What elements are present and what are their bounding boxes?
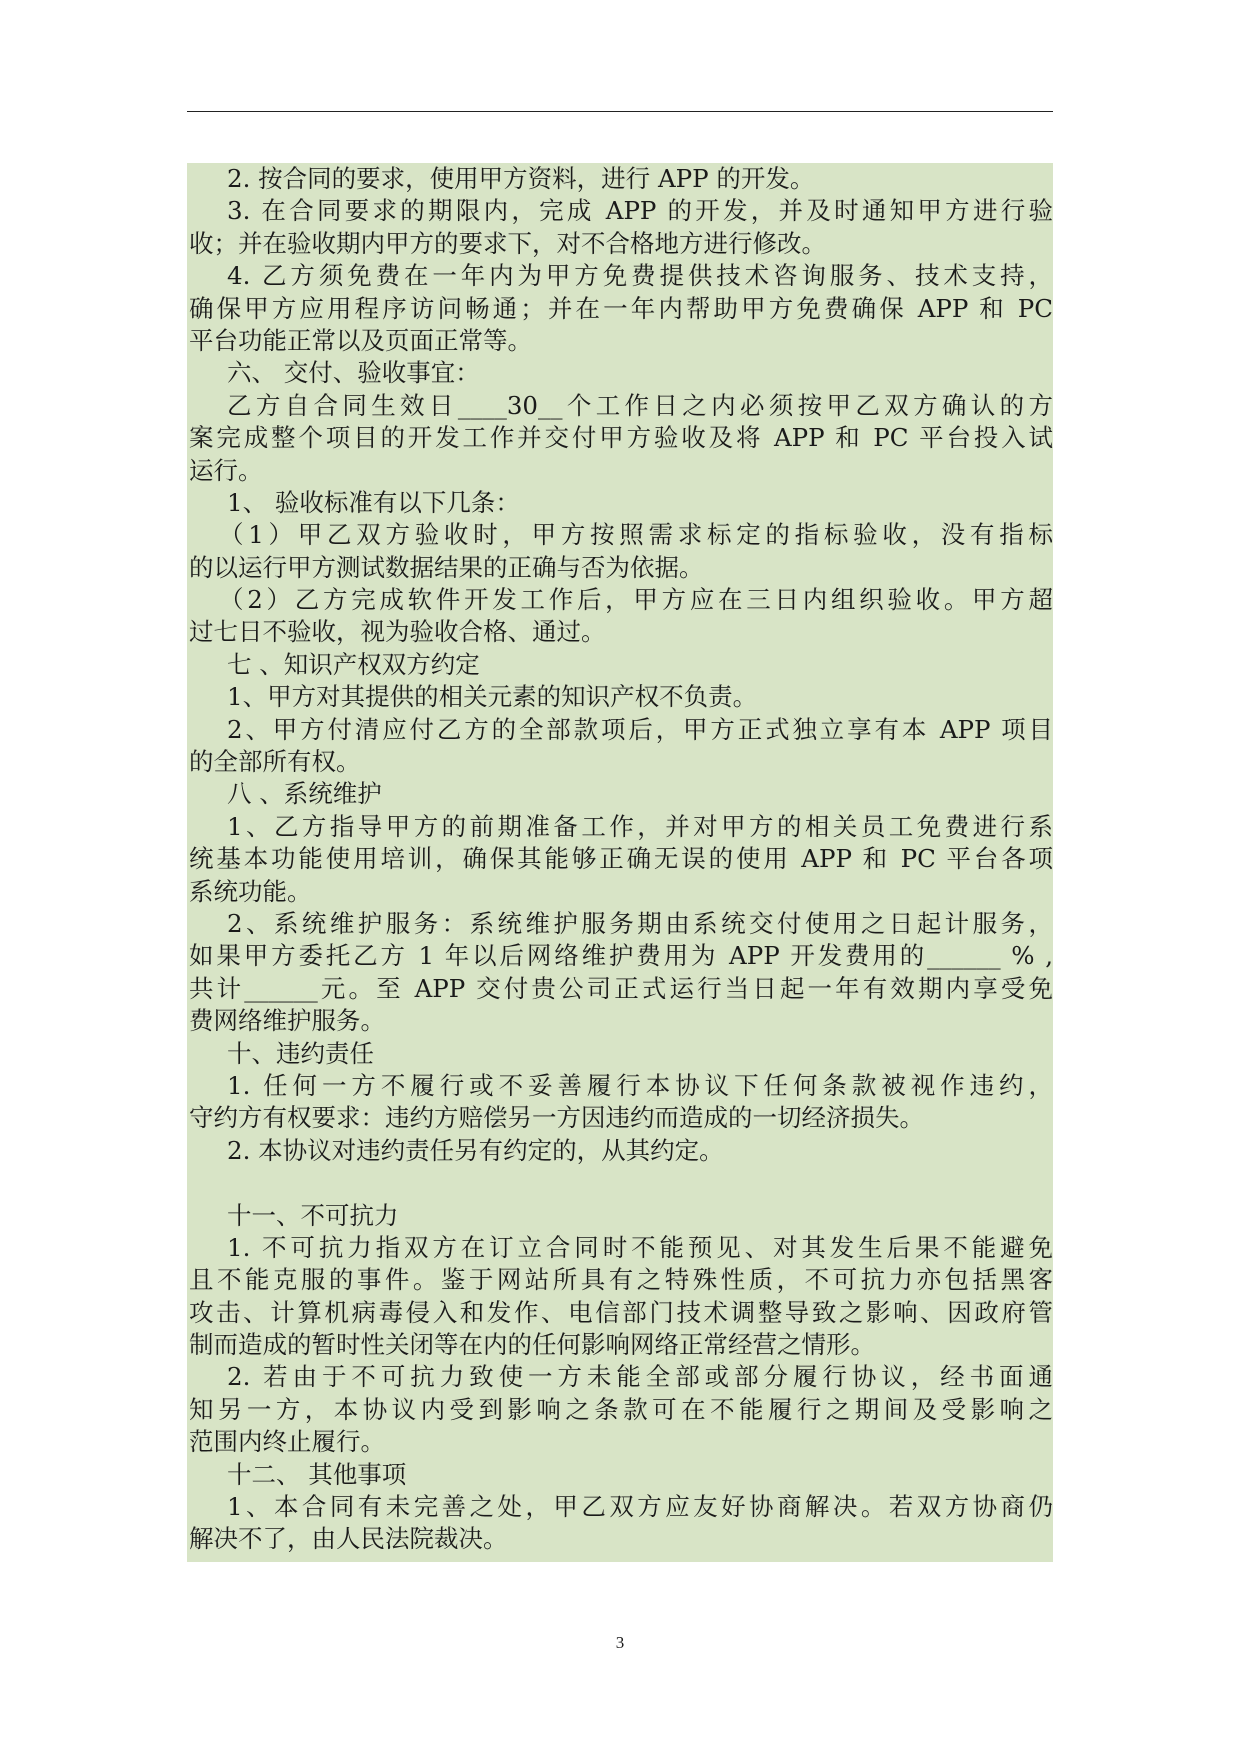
text-line: 1. 不可抗力指双方在订立合同时不能预见、对其发生后果不能避免 [227, 1232, 1053, 1262]
text-line: 十一、不可抗力 [227, 1200, 399, 1230]
text-line: 的全部所有权。 [189, 747, 361, 777]
text-line: 2、甲方付清应付乙方的全部款项后，甲方正式独立享有本 APP 项目 [227, 714, 1053, 744]
text-line: （1）甲乙双方验收时，甲方按照需求标定的指标验收，没有指标 [219, 520, 1053, 550]
text-line: 知另一方，本协议内受到影响之条款可在不能履行之期间及受影响之 [189, 1394, 1053, 1424]
text-line: 2. 本协议对违约责任另有约定的，从其约定。 [227, 1135, 724, 1165]
blank-line [189, 1167, 1053, 1199]
text-line: 共计______元。至 APP 交付贵公司正式运行当日起一年有效期内享受免 [189, 973, 1053, 1003]
text-line: 范围内终止履行。 [189, 1427, 385, 1457]
text-line: 如果甲方委托乙方 1 年以后网络维护费用为 APP 开发费用的______ % , [189, 941, 1053, 971]
text-line: 七 、知识产权双方约定 [227, 649, 480, 679]
text-line: 1、本合同有未完善之处，甲乙双方应友好协商解决。若双方协商仍 [227, 1492, 1053, 1522]
text-line: 守约方有权要求：违约方赔偿另一方因违约而造成的一切经济损失。 [189, 1103, 924, 1133]
page-number: 3 [615, 1633, 625, 1652]
text-line: 费网络维护服务。 [189, 1006, 385, 1036]
text-line: 六、 交付、验收事宜： [227, 358, 480, 388]
document-body [187, 163, 1053, 1562]
text-line: 案完成整个项目的开发工作并交付甲方验收及将 APP 和 PC 平台投入试 [189, 423, 1053, 453]
text-line: 制而造成的暂时性关闭等在内的任何影响网络正常经营之情形。 [189, 1330, 875, 1360]
text-line: 八 、系统维护 [227, 779, 382, 809]
text-line: 攻击、计算机病毒侵入和发作、电信部门技术调整导致之影响、因政府管 [189, 1297, 1053, 1327]
text-line: 平台功能正常以及页面正常等。 [189, 325, 532, 355]
text-line: 乙方自合同生效日____30__个工作日之内必须按甲乙双方确认的方 [227, 390, 1053, 420]
text-line: 1、甲方对其提供的相关元素的知识产权不负责。 [227, 682, 758, 712]
text-line: 收；并在验收期内甲方的要求下，对不合格地方进行修改。 [189, 228, 826, 258]
text-line: 解决不了，由人民法院裁决。 [189, 1524, 508, 1554]
text-line: 运行。 [189, 455, 263, 485]
text-line: 1. 任何一方不履行或不妥善履行本协议下任何条款被视作违约， [227, 1070, 1053, 1100]
text-line: 2、系统维护服务：系统维护服务期由系统交付使用之日起计服务， [227, 908, 1053, 938]
text-line: 系统功能。 [189, 876, 312, 906]
text-line: 4. 乙方须免费在一年内为甲方免费提供技术咨询服务、技术支持， [227, 261, 1053, 291]
text-line: （2）乙方完成软件开发工作后，甲方应在三日内组织验收。甲方超 [219, 585, 1053, 615]
text-line: 十二、 其他事项 [227, 1459, 407, 1489]
text-line: 统基本功能使用培训，确保其能够正确无误的使用 APP 和 PC 平台各项 [189, 844, 1053, 874]
header-rule [187, 111, 1053, 112]
text-line: 确保甲方应用程序访问畅通；并在一年内帮助甲方免费确保 APP 和 PC [189, 293, 1053, 323]
text-line: 过七日不验收，视为验收合格、通过。 [189, 617, 606, 647]
text-line: 且不能克服的事件。鉴于网站所具有之特殊性质，不可抗力亦包括黑客 [189, 1265, 1053, 1295]
text-line: 2. 按合同的要求，使用甲方资料，进行 APP 的开发。 [227, 164, 815, 193]
text-line: 2. 若由于不可抗力致使一方未能全部或部分履行协议，经书面通 [227, 1362, 1053, 1392]
text-line: 1、乙方指导甲方的前期准备工作，并对甲方的相关员工免费进行系 [227, 811, 1053, 841]
text-line: 3. 在合同要求的期限内，完成 APP 的开发，并及时通知甲方进行验 [227, 196, 1053, 226]
text-line: 十、违约责任 [227, 1038, 374, 1068]
text-line: 的以运行甲方测试数据结果的正确与否为依据。 [189, 552, 704, 582]
text-line: 1、 验收标准有以下几条： [227, 487, 520, 517]
